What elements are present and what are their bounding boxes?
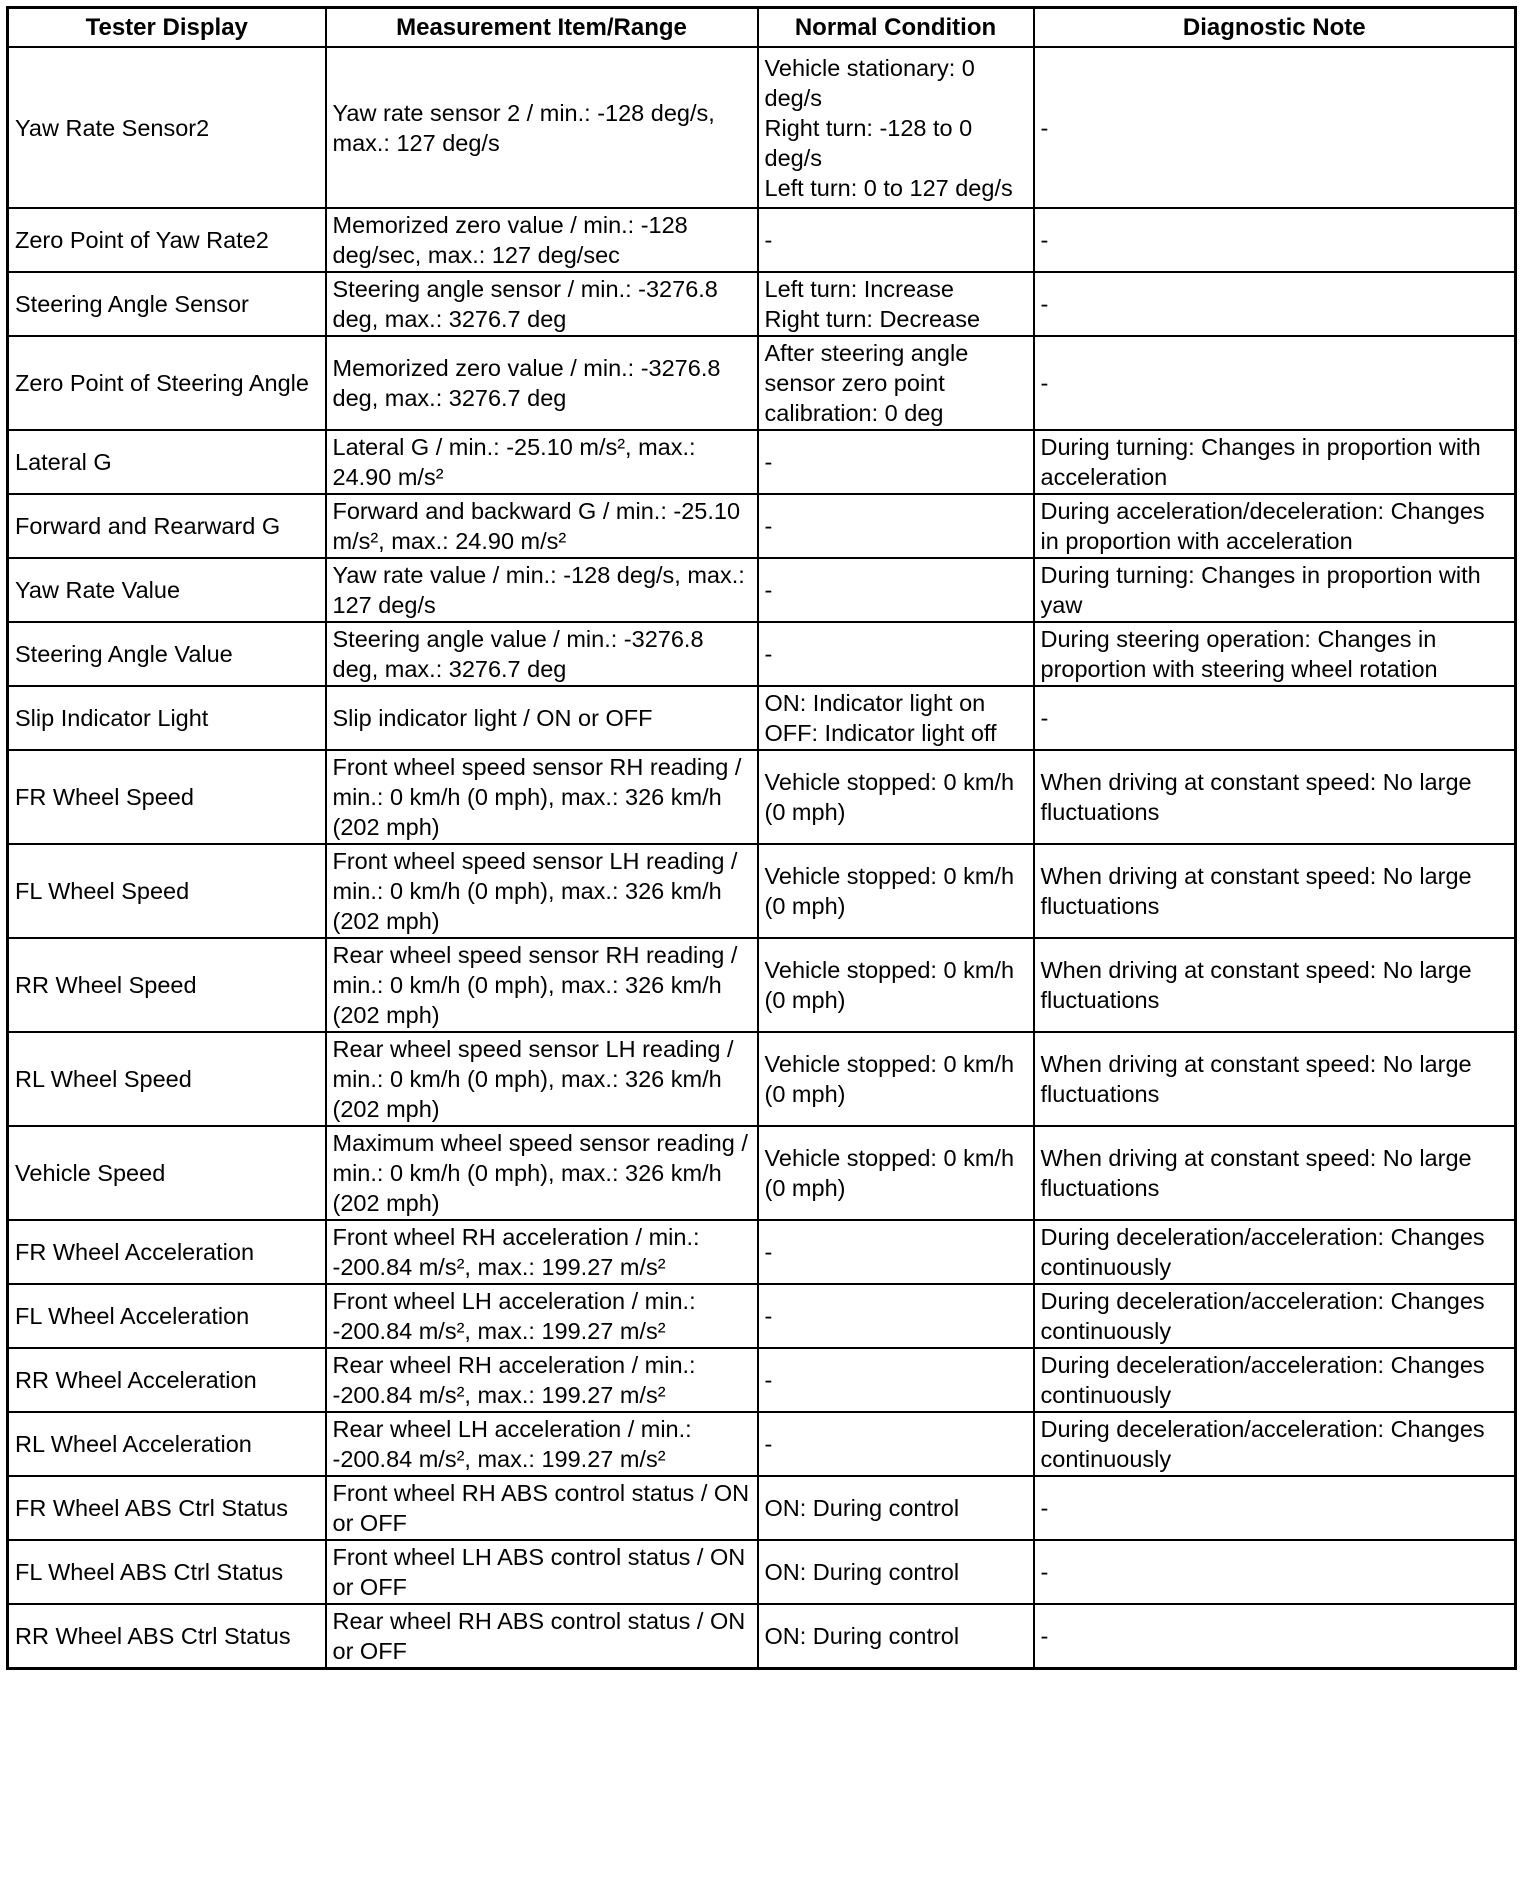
diagnostic-note-cell: - <box>1034 1540 1516 1604</box>
measurement-range-cell: Front wheel RH ABS control status / ON or OFF <box>326 1476 758 1540</box>
diagnostic-note-cell: - <box>1034 336 1516 430</box>
table-row <box>8 1540 1516 1604</box>
table-row <box>8 1284 1516 1348</box>
normal-condition-cell: - <box>758 208 1034 272</box>
tester-display-cell: RR Wheel Acceleration <box>8 1348 326 1412</box>
diagnostic-note-cell: - <box>1034 208 1516 272</box>
diagnostic-note-cell: When driving at constant speed: No large fluctuations <box>1034 750 1516 844</box>
table-row <box>8 208 1516 272</box>
measurement-range-cell: Front wheel RH acceleration / min.: -200.84 m/s², max.: 199.27 m/s² <box>326 1220 758 1284</box>
table-row <box>8 1126 1516 1220</box>
tester-display-cell: FR Wheel Speed <box>8 750 326 844</box>
tester-display-cell: Forward and Rearward G <box>8 494 326 558</box>
measurement-range-cell: Maximum wheel speed sensor reading / min.: 0 km/h (0 mph), max.: 326 km/h (202 mph) <box>326 1126 758 1220</box>
diagnostic-note-cell: When driving at constant speed: No large fluctuations <box>1034 844 1516 938</box>
tester-display-cell: FL Wheel Speed <box>8 844 326 938</box>
diagnostic-note-cell: During deceleration/acceleration: Changes continuously <box>1034 1284 1516 1348</box>
normal-condition-cell: ON: Indicator light on OFF: Indicator light off <box>758 686 1034 750</box>
measurement-range-cell: Lateral G / min.: -25.10 m/s², max.: 24.90 m/s² <box>326 430 758 494</box>
normal-condition-cell: - <box>758 430 1034 494</box>
normal-condition-cell: - <box>758 1348 1034 1412</box>
diagnostic-note-cell: - <box>1034 686 1516 750</box>
normal-condition-cell: Vehicle stationary: 0 deg/s Right turn: -128 to 0 deg/s Left turn: 0 to 127 deg/s <box>758 47 1034 208</box>
table-row <box>8 336 1516 430</box>
table-row <box>8 1604 1516 1669</box>
normal-condition-cell: - <box>758 494 1034 558</box>
normal-condition-cell: - <box>758 1220 1034 1284</box>
table-row <box>8 272 1516 336</box>
table-row <box>8 494 1516 558</box>
header-measurement-item-range: Measurement Item/Range <box>326 8 758 48</box>
normal-condition-cell: Vehicle stopped: 0 km/h (0 mph) <box>758 1126 1034 1220</box>
diagnostic-note-cell: During steering operation: Changes in proportion with steering wheel rotation <box>1034 622 1516 686</box>
measurement-range-cell: Front wheel LH acceleration / min.: -200.84 m/s², max.: 199.27 m/s² <box>326 1284 758 1348</box>
tester-display-cell: FL Wheel Acceleration <box>8 1284 326 1348</box>
data-list-table <box>6 6 1517 1670</box>
measurement-range-cell: Rear wheel speed sensor LH reading / min.: 0 km/h (0 mph), max.: 326 km/h (202 mph) <box>326 1032 758 1126</box>
normal-condition-cell: - <box>758 1284 1034 1348</box>
table-body <box>8 47 1516 1669</box>
measurement-range-cell: Rear wheel LH acceleration / min.: -200.84 m/s², max.: 199.27 m/s² <box>326 1412 758 1476</box>
header-tester-display: Tester Display <box>8 8 326 48</box>
tester-display-cell: RR Wheel ABS Ctrl Status <box>8 1604 326 1669</box>
header-diagnostic-note: Diagnostic Note <box>1034 8 1516 48</box>
table-row <box>8 938 1516 1032</box>
tester-display-cell: FL Wheel ABS Ctrl Status <box>8 1540 326 1604</box>
table-row <box>8 558 1516 622</box>
measurement-range-cell: Steering angle value / min.: -3276.8 deg, max.: 3276.7 deg <box>326 622 758 686</box>
measurement-range-cell: Rear wheel RH ABS control status / ON or OFF <box>326 1604 758 1669</box>
tester-display-cell: FR Wheel Acceleration <box>8 1220 326 1284</box>
measurement-range-cell: Front wheel LH ABS control status / ON or OFF <box>326 1540 758 1604</box>
tester-display-cell: Vehicle Speed <box>8 1126 326 1220</box>
tester-display-cell: Yaw Rate Value <box>8 558 326 622</box>
table-row <box>8 622 1516 686</box>
table-header <box>8 8 1516 48</box>
diagnostic-note-cell: During turning: Changes in proportion with yaw <box>1034 558 1516 622</box>
measurement-range-cell: Rear wheel RH acceleration / min.: -200.84 m/s², max.: 199.27 m/s² <box>326 1348 758 1412</box>
measurement-range-cell: Forward and backward G / min.: -25.10 m/s², max.: 24.90 m/s² <box>326 494 758 558</box>
normal-condition-cell: ON: During control <box>758 1540 1034 1604</box>
table-row <box>8 1476 1516 1540</box>
diagnostic-note-cell: - <box>1034 47 1516 208</box>
diagnostic-note-cell: During deceleration/acceleration: Changes continuously <box>1034 1348 1516 1412</box>
diagnostic-note-cell: When driving at constant speed: No large fluctuations <box>1034 1126 1516 1220</box>
normal-condition-cell: Vehicle stopped: 0 km/h (0 mph) <box>758 1032 1034 1126</box>
table-row <box>8 686 1516 750</box>
measurement-range-cell: Slip indicator light / ON or OFF <box>326 686 758 750</box>
tester-display-cell: Slip Indicator Light <box>8 686 326 750</box>
measurement-range-cell: Yaw rate sensor 2 / min.: -128 deg/s, max.: 127 deg/s <box>326 47 758 208</box>
tester-display-cell: Zero Point of Steering Angle <box>8 336 326 430</box>
normal-condition-cell: - <box>758 558 1034 622</box>
table-row <box>8 1348 1516 1412</box>
tester-display-cell: RL Wheel Speed <box>8 1032 326 1126</box>
table-row <box>8 47 1516 208</box>
header-row <box>8 8 1516 48</box>
normal-condition-cell: - <box>758 622 1034 686</box>
tester-display-cell: Zero Point of Yaw Rate2 <box>8 208 326 272</box>
normal-condition-cell: Vehicle stopped: 0 km/h (0 mph) <box>758 938 1034 1032</box>
tester-display-cell: Steering Angle Value <box>8 622 326 686</box>
diagnostic-note-cell: - <box>1034 1476 1516 1540</box>
diagnostic-note-cell: During acceleration/deceleration: Changes in proportion with acceleration <box>1034 494 1516 558</box>
table-row <box>8 750 1516 844</box>
diagnostic-note-cell: - <box>1034 1604 1516 1669</box>
tester-display-cell: Yaw Rate Sensor2 <box>8 47 326 208</box>
header-normal-condition: Normal Condition <box>758 8 1034 48</box>
measurement-range-cell: Memorized zero value / min.: -3276.8 deg, max.: 3276.7 deg <box>326 336 758 430</box>
data-list-table-container <box>6 6 1514 1670</box>
diagnostic-note-cell: During turning: Changes in proportion with acceleration <box>1034 430 1516 494</box>
diagnostic-note-cell: - <box>1034 272 1516 336</box>
tester-display-cell: Lateral G <box>8 430 326 494</box>
normal-condition-cell: Vehicle stopped: 0 km/h (0 mph) <box>758 844 1034 938</box>
tester-display-cell: RL Wheel Acceleration <box>8 1412 326 1476</box>
normal-condition-cell: Left turn: Increase Right turn: Decrease <box>758 272 1034 336</box>
table-row <box>8 430 1516 494</box>
table-row <box>8 1412 1516 1476</box>
normal-condition-cell: - <box>758 1412 1034 1476</box>
measurement-range-cell: Yaw rate value / min.: -128 deg/s, max.: 127 deg/s <box>326 558 758 622</box>
normal-condition-cell: ON: During control <box>758 1476 1034 1540</box>
measurement-range-cell: Front wheel speed sensor LH reading / min.: 0 km/h (0 mph), max.: 326 km/h (202 mph) <box>326 844 758 938</box>
diagnostic-note-cell: During deceleration/acceleration: Changes continuously <box>1034 1412 1516 1476</box>
table-row <box>8 1220 1516 1284</box>
diagnostic-note-cell: When driving at constant speed: No large fluctuations <box>1034 1032 1516 1126</box>
measurement-range-cell: Front wheel speed sensor RH reading / min.: 0 km/h (0 mph), max.: 326 km/h (202 mph) <box>326 750 758 844</box>
measurement-range-cell: Memorized zero value / min.: -128 deg/sec, max.: 127 deg/sec <box>326 208 758 272</box>
normal-condition-cell: Vehicle stopped: 0 km/h (0 mph) <box>758 750 1034 844</box>
tester-display-cell: FR Wheel ABS Ctrl Status <box>8 1476 326 1540</box>
table-row <box>8 1032 1516 1126</box>
table-row <box>8 844 1516 938</box>
tester-display-cell: RR Wheel Speed <box>8 938 326 1032</box>
normal-condition-cell: After steering angle sensor zero point calibration: 0 deg <box>758 336 1034 430</box>
measurement-range-cell: Rear wheel speed sensor RH reading / min.: 0 km/h (0 mph), max.: 326 km/h (202 mph) <box>326 938 758 1032</box>
diagnostic-note-cell: During deceleration/acceleration: Changes continuously <box>1034 1220 1516 1284</box>
measurement-range-cell: Steering angle sensor / min.: -3276.8 deg, max.: 3276.7 deg <box>326 272 758 336</box>
diagnostic-note-cell: When driving at constant speed: No large fluctuations <box>1034 938 1516 1032</box>
normal-condition-cell: ON: During control <box>758 1604 1034 1669</box>
tester-display-cell: Steering Angle Sensor <box>8 272 326 336</box>
